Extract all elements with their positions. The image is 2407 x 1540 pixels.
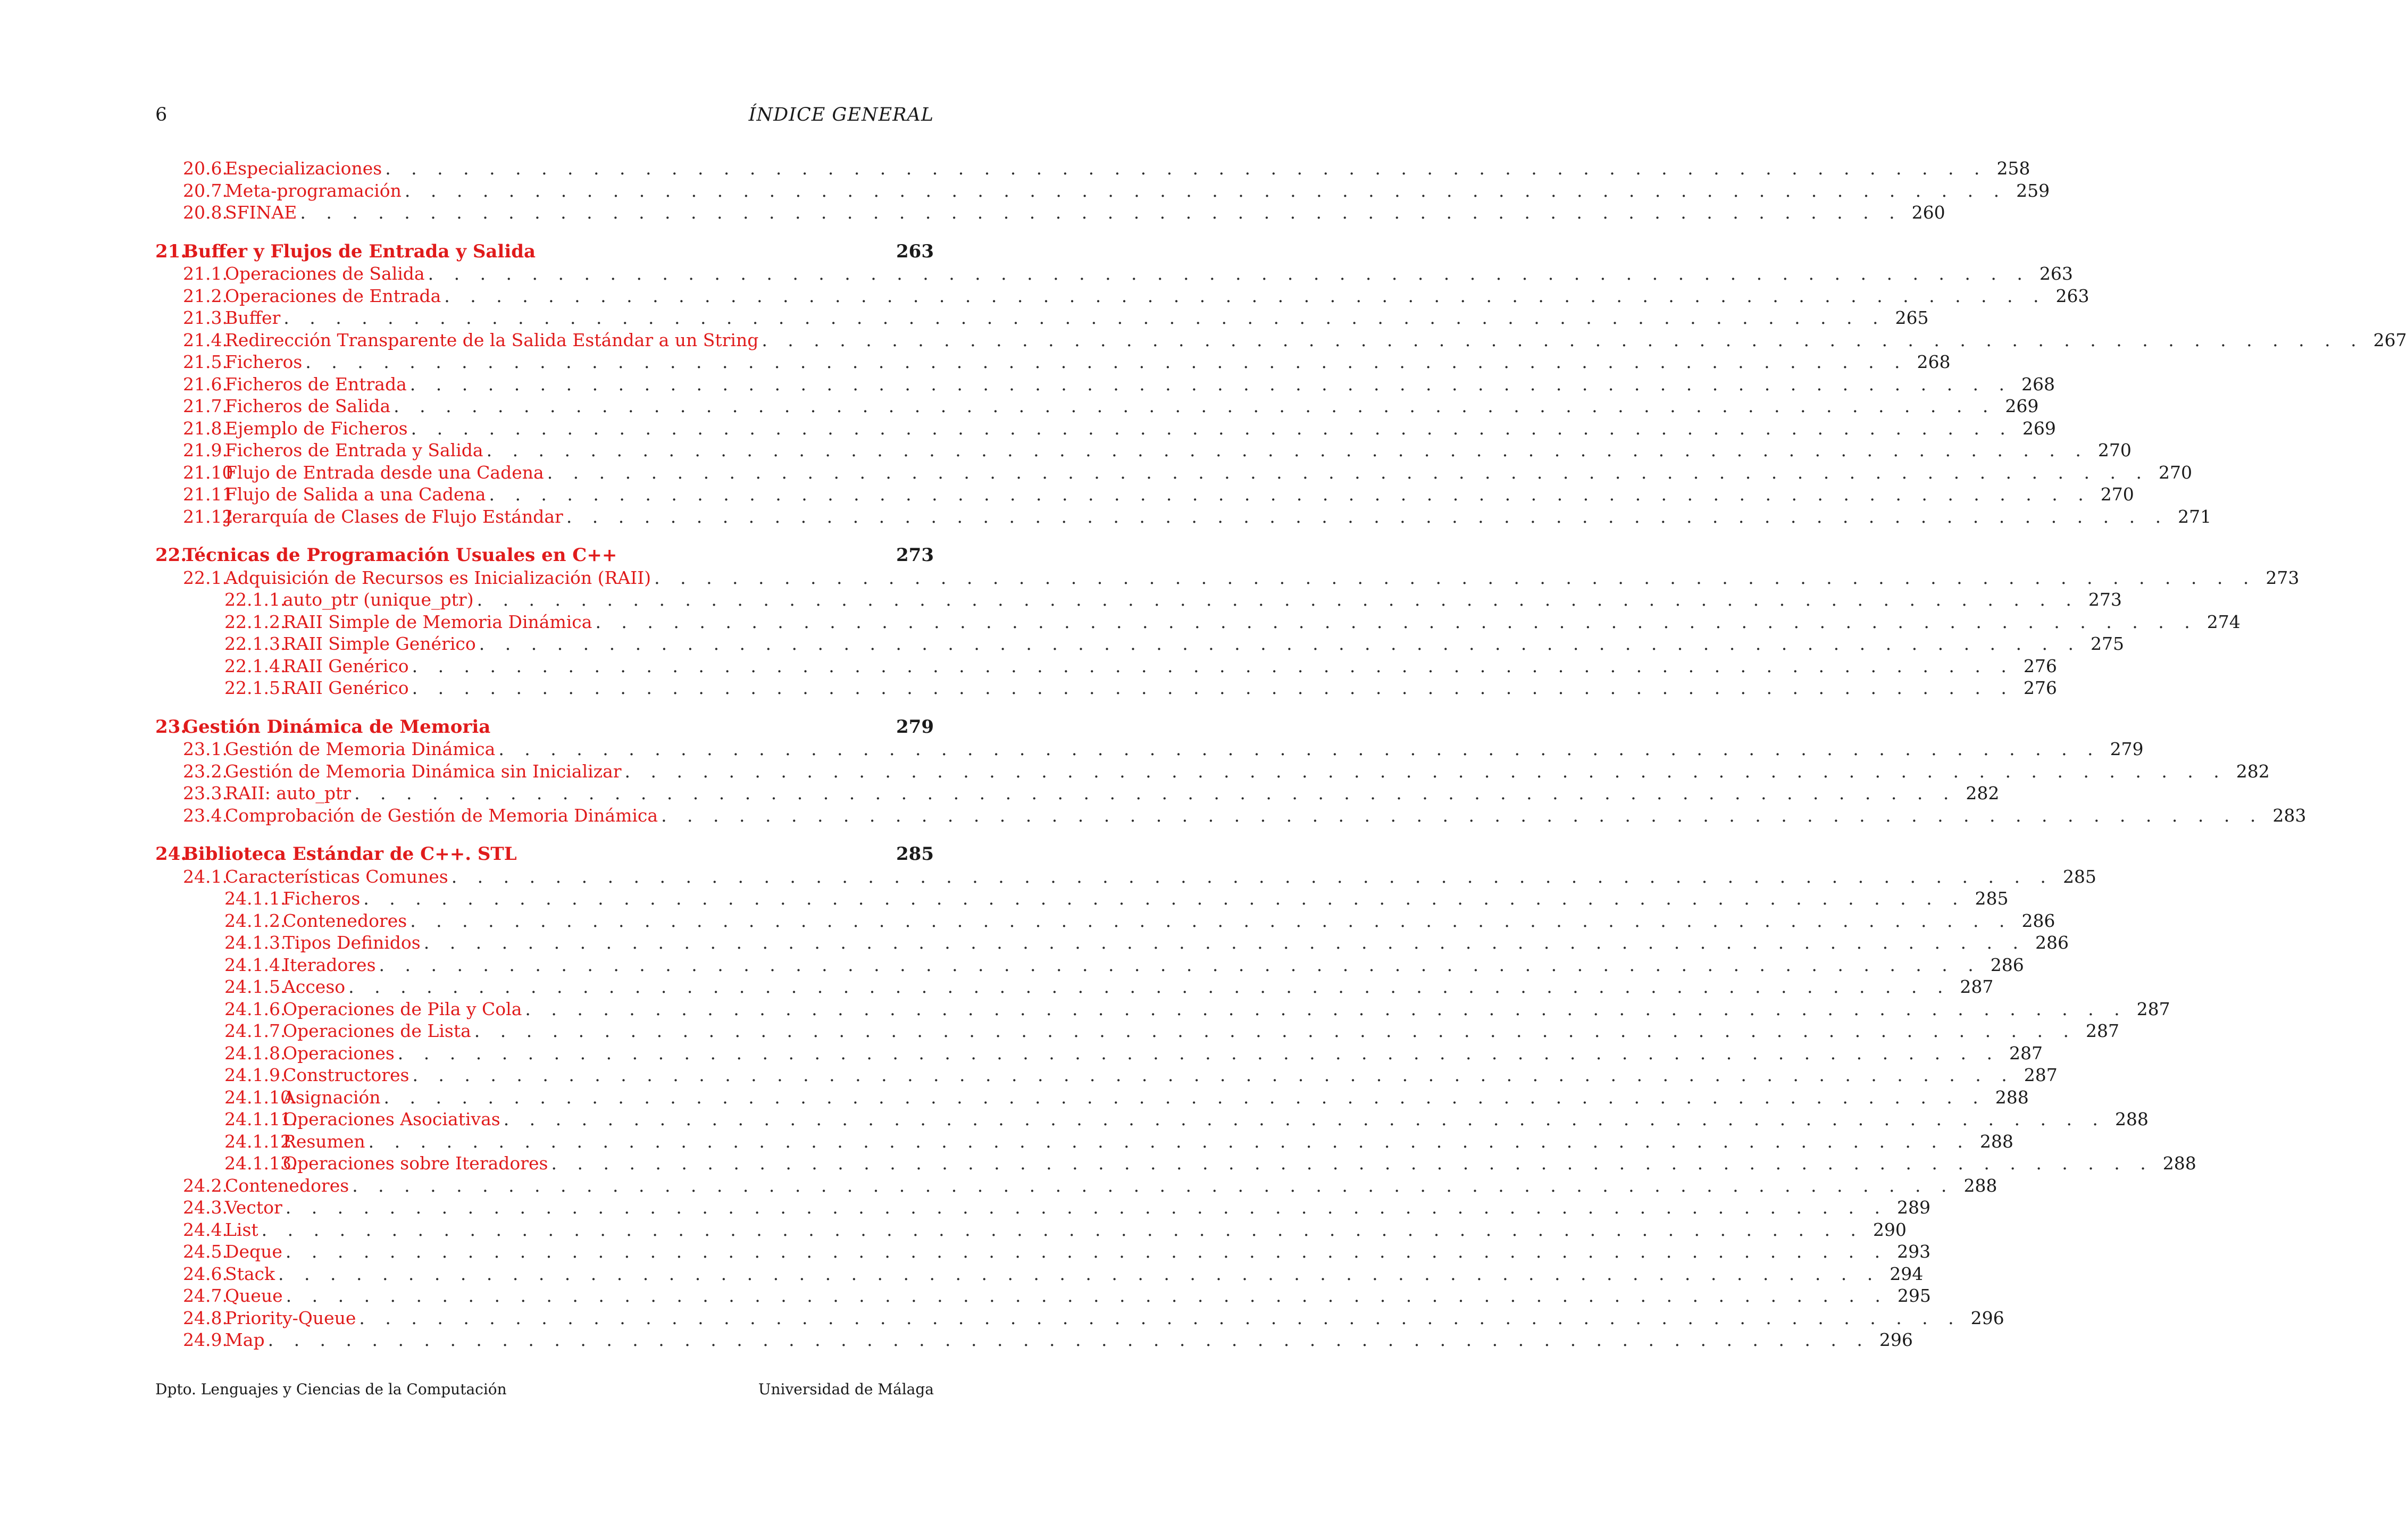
toc-leader-dots: . . . . . . . . . . . . . . . . . . . . . . . . . . . . . . . . . . . . . . . . . . . . . . . . . . . . . . . . . . . . . .: [261, 1219, 1863, 1240]
toc-entry-page: 263: [896, 240, 934, 262]
toc-leader-dots: . . . . . . . . . . . . . . . . . . . . . . . . . . . . . . . . . . . . . . . . . . . . . . . . . . . . . . . . . . . . . .: [444, 285, 2046, 306]
toc-entry-page: 289: [1896, 1197, 1930, 1218]
toc-entry-page: 268: [1917, 351, 1951, 372]
toc-entry-number: 24.: [155, 843, 187, 865]
toc-entry-title[interactable]: Buffer: [225, 307, 281, 328]
toc-entry-number: 22.: [155, 545, 187, 566]
toc-entry-page: 270: [2100, 484, 2134, 505]
toc-entry[interactable]: [155, 1042, 2043, 1065]
toc-leader-dots: . . . . . . . . . . . . . . . . . . . . . . . . . . . . . . . . . . . . . . . . . . . . . . . . . . . . . . . . . . . . . .: [566, 506, 2169, 527]
toc-entry[interactable]: [155, 738, 2144, 760]
toc-entry-title[interactable]: Gestión de Memoria Dinámica sin Inicializar: [225, 760, 622, 782]
toc-entry[interactable]: [155, 506, 2212, 528]
toc-entry-title[interactable]: Flujo de Entrada desde una Cadena: [225, 462, 544, 483]
toc-entry-page: 288: [2115, 1109, 2149, 1129]
toc-entry-page: 286: [1990, 954, 2024, 975]
toc-entry-page: 279: [2110, 739, 2144, 759]
toc-chapter-entry[interactable]: [155, 241, 934, 263]
toc-entry-title[interactable]: Ficheros: [283, 888, 361, 909]
toc-entry[interactable]: [155, 202, 1945, 224]
toc-entry-page: 270: [2097, 440, 2132, 461]
toc-entry-title[interactable]: Map: [225, 1329, 265, 1350]
toc-entry-number: 24.1.1.: [224, 888, 286, 909]
toc-entry-number: 23.4.: [183, 805, 228, 826]
toc-entry-page: 268: [2021, 373, 2055, 395]
toc-entry-title[interactable]: Deque: [225, 1241, 282, 1262]
toc-entry[interactable]: [155, 263, 2073, 285]
toc-leader-dots: . . . . . . . . . . . . . . . . . . . . . . . . . . . . . . . . . . . . . . . . . . . . . . . . . . . . . . . . . . . . . .: [479, 633, 2081, 654]
toc-entry-title[interactable]: Resumen: [283, 1131, 365, 1152]
toc-entry-page: 290: [1873, 1219, 1907, 1240]
toc-entry[interactable]: [155, 1131, 2013, 1153]
toc-entry-title[interactable]: Contenedores: [225, 1175, 349, 1196]
toc-entry-page: 295: [1897, 1285, 1931, 1306]
toc-chapter-entry[interactable]: [155, 716, 934, 739]
toc-entry[interactable]: [155, 157, 2030, 180]
toc-entry-number: 24.1.11.: [224, 1109, 297, 1129]
toc-entry-number: 21.11: [183, 484, 233, 505]
toc-entry[interactable]: [155, 180, 2050, 202]
toc-leader-dots: . . . . . . . . . . . . . . . . . . . . . . . . . . . . . . . . . . . . . . . . . . . . . . . . . . . . . . . . . . . . . .: [285, 1197, 1887, 1218]
toc-leader-dots: . . . . . . . . . . . . . . . . . . . . . . . . . . . . . . . . . . . . . . . . . . . . . . . . . . . . . . . . . . . . . .: [286, 1285, 1888, 1306]
toc-entry-page: 294: [1890, 1263, 1924, 1284]
toc-entry-page: 287: [1960, 976, 1994, 997]
toc-entry-number: 24.2.: [183, 1175, 228, 1196]
toc-entry[interactable]: [155, 1307, 2004, 1329]
toc-entry-title[interactable]: Operaciones de Pila y Cola: [283, 998, 522, 1019]
toc-entry-number: 21.3.: [183, 307, 228, 328]
running-header-title: ÍNDICE GENERAL: [748, 104, 934, 125]
toc-entry-number: 24.7.: [183, 1285, 228, 1306]
toc-entry-number: 24.1.12.: [224, 1131, 297, 1152]
toc-leader-dots: . . . . . . . . . . . . . . . . . . . . . . . . . . . . . . . . . . . . . . . . . . . . . . . . . . . . . . . . . . . . . .: [410, 910, 2012, 931]
toc-entry-number: 23.: [155, 716, 187, 738]
toc-entry[interactable]: [155, 1064, 2058, 1086]
toc-leader-dots: . . . . . . . . . . . . . . . . . . . . . . . . . . . . . . . . . . . . . . . . . . . . . . . . . . . . . . . . . . . . . .: [412, 1065, 2015, 1085]
toc-entry-page: 263: [2055, 285, 2090, 306]
toc-entry-page: 288: [2162, 1153, 2196, 1174]
toc-entry-title[interactable]: SFINAE: [225, 202, 297, 223]
toc-entry-number: 24.1.4.: [224, 954, 286, 975]
toc-entry-title[interactable]: Operaciones: [283, 1042, 395, 1064]
toc-entry-title[interactable]: Operaciones de Lista: [283, 1020, 471, 1041]
toc-entry-title[interactable]: Ficheros de Entrada y Salida: [225, 440, 483, 461]
toc-entry-number: 21.9.: [183, 440, 228, 461]
toc-entry[interactable]: [155, 888, 2009, 910]
toc-leader-dots: . . . . . . . . . . . . . . . . . . . . . . . . . . . . . . . . . . . . . . . . . . . . . . . . . . . . . . . . . . . . . .: [547, 462, 2149, 483]
toc-entry-title[interactable]: RAII Genérico: [283, 655, 409, 676]
toc-entry[interactable]: [155, 1196, 1930, 1219]
toc-entry-page: 265: [1895, 307, 1929, 328]
toc-leader-dots: . . . . . . . . . . . . . . . . . . . . . . . . . . . . . . . . . . . . . . . . . . . . . . . . . . . . . . . . . . . . . .: [268, 1329, 1870, 1350]
toc-entry-page: 273: [896, 545, 934, 566]
toc-entry[interactable]: [155, 351, 1951, 373]
toc-entry-page: 287: [2136, 998, 2170, 1019]
toc-entry[interactable]: [155, 1086, 2029, 1109]
toc-entry-page: 288: [1963, 1175, 1998, 1196]
toc-entry-title[interactable]: Operaciones de Salida: [225, 263, 425, 284]
toc-entry[interactable]: [155, 677, 2057, 699]
toc-entry-title[interactable]: Ficheros de Entrada: [225, 373, 407, 395]
toc-entry-page: 287: [2086, 1020, 2120, 1041]
toc-entry-number: 21.7.: [183, 396, 228, 416]
toc-entry-page: 282: [1966, 783, 2000, 804]
toc-entry-number: 24.9.: [183, 1329, 228, 1350]
toc-entry-page: 286: [2035, 932, 2069, 953]
toc-leader-dots: . . . . . . . . . . . . . . . . . . . . . . . . . . . . . . . . . . . . . . . . . . . . . . . . . . . . . . . . . . . . . .: [661, 805, 2263, 826]
toc-entry[interactable]: [155, 483, 2134, 506]
toc-entry-page: 276: [2023, 677, 2057, 698]
toc-entry-number: 24.1.: [183, 866, 228, 887]
toc-entry-title[interactable]: Gestión Dinámica de Memoria: [183, 716, 491, 738]
toc-entry-number: 24.1.5.: [224, 976, 286, 997]
toc-leader-dots: . . . . . . . . . . . . . . . . . . . . . . . . . . . . . . . . . . . . . . . . . . . . . . . . . . . . . . . . . . . . . .: [451, 866, 2053, 887]
toc-entry-page: 279: [896, 716, 934, 738]
toc-leader-dots: . . . . . . . . . . . . . . . . . . . . . . . . . . . . . . . . . . . . . . . . . . . . . . . . . . . . . . . . . . . . . .: [654, 567, 2256, 588]
toc-entry-page: 274: [2207, 611, 2241, 632]
toc-entry-page: 285: [1975, 888, 2009, 909]
toc-leader-dots: . . . . . . . . . . . . . . . . . . . . . . . . . . . . . . . . . . . . . . . . . . . . . . . . . . . . . . . . . . . . . .: [525, 998, 2127, 1019]
toc-entry-page: 276: [2023, 655, 2057, 676]
toc-leader-dots: . . . . . . . . . . . . . . . . . . . . . . . . . . . . . . . . . . . . . . . . . . . . . . . . . . . . . . . . . . . . . .: [486, 440, 2088, 461]
toc-entry[interactable]: [155, 655, 2057, 677]
toc-entry[interactable]: [155, 567, 2300, 589]
toc-entry-number: 20.7.: [183, 180, 228, 201]
toc-entry-page: 283: [2272, 805, 2306, 826]
toc-entry-page: 260: [1911, 202, 1945, 223]
toc-entry[interactable]: [155, 954, 2024, 976]
toc-entry-page: 273: [2266, 567, 2300, 588]
toc-entry-title[interactable]: Vector: [225, 1197, 282, 1218]
toc-entry[interactable]: [155, 1175, 1998, 1197]
toc-entry-page: 270: [2158, 462, 2192, 483]
toc-entry-title[interactable]: Adquisición de Recursos es Inicialización (RAII): [225, 567, 651, 588]
toc-leader-dots: . . . . . . . . . . . . . . . . . . . . . . . . . . . . . . . . . . . . . . . . . . . . . . . . . . . . . . . . . . . . . .: [423, 932, 2026, 953]
toc-entry-page: 285: [896, 843, 934, 865]
toc-entry-number: 22.1.1.: [224, 589, 286, 610]
toc-leader-dots: . . . . . . . . . . . . . . . . . . . . . . . . . . . . . . . . . . . . . . . . . . . . . . . . . . . . . . . . . . . . . .: [503, 1109, 2105, 1129]
toc-leader-dots: . . . . . . . . . . . . . . . . . . . . . . . . . . . . . . . . . . . . . . . . . . . . . . . . . . . . . . . . . . . . . .: [428, 263, 2030, 284]
toc-entry[interactable]: [155, 782, 2000, 805]
toc-leader-dots: . . . . . . . . . . . . . . . . . . . . . . . . . . . . . . . . . . . . . . . . . . . . . . . . . . . . . . . . . . . . . .: [359, 1307, 1961, 1328]
toc-entry[interactable]: [155, 633, 2124, 655]
toc-entry[interactable]: [155, 1152, 2196, 1175]
toc-entry-page: 273: [2088, 589, 2122, 610]
toc-entry-number: 21.2.: [183, 285, 228, 306]
toc-entry-title[interactable]: List: [225, 1219, 258, 1240]
toc-leader-dots: . . . . . . . . . . . . . . . . . . . . . . . . . . . . . . . . . . . . . . . . . . . . . . . . . . . . . . . . . . . . . .: [404, 180, 2007, 201]
toc-entry-title[interactable]: auto_ptr (unique_ptr): [283, 589, 474, 610]
toc-leader-dots: . . . . . . . . . . . . . . . . . . . . . . . . . . . . . . . . . . . . . . . . . . . . . . . . . . . . . . . . . . . . . .: [305, 351, 1908, 372]
toc-entry-number: 21.1.: [183, 263, 228, 284]
toc-entry-number: 21.10: [183, 462, 233, 483]
toc-leader-dots: . . . . . . . . . . . . . . . . . . . . . . . . . . . . . . . . . . . . . . . . . . . . . . . . . . . . . . . . . . . . . .: [383, 1086, 1986, 1108]
toc-entry-title[interactable]: RAII Simple Genérico: [283, 633, 476, 654]
toc-entry-number: 24.1.10.: [224, 1086, 297, 1108]
toc-entry-number: 22.1.5.: [224, 677, 286, 698]
toc-chapter-entry[interactable]: [155, 545, 934, 567]
toc-entry-title[interactable]: Meta-programación: [225, 180, 402, 201]
toc-entry-title[interactable]: Ejemplo de Ficheros: [225, 417, 408, 439]
toc-leader-dots: . . . . . . . . . . . . . . . . . . . . . . . . . . . . . . . . . . . . . . . . . . . . . . . . . . . . . . . . . . . . . .: [489, 484, 2091, 505]
toc-entry-title[interactable]: Contenedores: [283, 910, 407, 931]
toc-entry[interactable]: [155, 439, 2132, 462]
toc-entry-page: 296: [1970, 1307, 2004, 1328]
toc-entry-title[interactable]: RAII Simple de Memoria Dinámica: [283, 611, 592, 632]
toc-entry-number: 22.1.2.: [224, 611, 286, 632]
toc-leader-dots: . . . . . . . . . . . . . . . . . . . . . . . . . . . . . . . . . . . . . . . . . . . . . . . . . . . . . . . . . . . . . .: [285, 1241, 1888, 1262]
toc-entry-number: 24.1.6.: [224, 998, 286, 1019]
toc-leader-dots: . . . . . . . . . . . . . . . . . . . . . . . . . . . . . . . . . . . . . . . . . . . . . . . . . . . . . . . . . . . . . .: [379, 954, 1981, 975]
toc-entry-number: 23.1.: [183, 739, 228, 759]
toc-entry-page: 275: [2091, 633, 2124, 654]
toc-entry-page: 269: [2022, 417, 2056, 439]
toc-entry-title[interactable]: Comprobación de Gestión de Memoria Dinámica: [225, 805, 658, 826]
toc-entry-number: 21.6.: [183, 373, 228, 395]
toc-entry[interactable]: [155, 866, 2096, 888]
toc-entry[interactable]: [155, 760, 2270, 783]
toc-entry[interactable]: [155, 1285, 1931, 1307]
toc-entry-page: 285: [2062, 866, 2096, 887]
footer-university: Universidad de Málaga: [758, 1380, 934, 1398]
toc-entry-number: 24.1.3.: [224, 932, 286, 953]
toc-leader-dots: . . . . . . . . . . . . . . . . . . . . . . . . . . . . . . . . . . . . . . . . . . . . . . . . . . . . . . . . . . . . . .: [551, 1153, 2153, 1174]
toc-entry[interactable]: [155, 589, 2122, 611]
toc-leader-dots: . . . . . . . . . . . . . . . . . . . . . . . . . . . . . . . . . . . . . . . . . . . . . . . . . . . . . . . . . . . . . .: [368, 1131, 1970, 1152]
toc-entry[interactable]: [155, 910, 2055, 932]
toc-entry[interactable]: [155, 462, 2192, 484]
toc-entry-page: 288: [1995, 1086, 2029, 1108]
toc-leader-dots: . . . . . . . . . . . . . . . . . . . . . . . . . . . . . . . . . . . . . . . . . . . . . . . . . . . . . . . . . . . . . .: [474, 1020, 2077, 1041]
toc-entry-title[interactable]: Operaciones sobre Iteradores: [283, 1153, 548, 1174]
toc-entry-title[interactable]: Especializaciones: [225, 158, 382, 179]
toc-entry[interactable]: [155, 611, 2241, 633]
toc-entry-title[interactable]: Gestión de Memoria Dinámica: [225, 739, 496, 759]
toc-leader-dots: . . . . . . . . . . . . . . . . . . . . . . . . . . . . . . . . . . . . . . . . . . . . . . . . . . . . . . . . . . . . . .: [354, 783, 1957, 804]
toc-leader-dots: . . . . . . . . . . . . . . . . . . . . . . . . . . . . . . . . . . . . . . . . . . . . . . . . . . . . . . . . . . . . . .: [278, 1263, 1881, 1284]
toc-entry-number: 21.: [155, 240, 187, 262]
toc-entry-number: 22.1.: [183, 567, 228, 588]
toc-entry-title[interactable]: Características Comunes: [225, 866, 448, 887]
toc-entry[interactable]: [155, 1020, 2120, 1042]
toc-entry-number: 24.1.8.: [224, 1042, 286, 1064]
toc-leader-dots: . . . . . . . . . . . . . . . . . . . . . . . . . . . . . . . . . . . . . . . . . . . . . . . . . . . . . . . . . . . . . .: [300, 202, 1902, 223]
toc-entry-title[interactable]: Biblioteca Estándar de C++. STL: [183, 843, 517, 865]
toc-leader-dots: . . . . . . . . . . . . . . . . . . . . . . . . . . . . . . . . . . . . . . . . . . . . . . . . . . . . . . . . . . . . . .: [397, 1042, 2000, 1064]
toc-entry-title[interactable]: Redirección Transparente de la Salida Estándar a un String: [225, 329, 759, 350]
toc-entry-page: 282: [2236, 760, 2270, 782]
toc-entry-page: 296: [1879, 1329, 1913, 1350]
toc-entry-number: 21.4.: [183, 329, 228, 350]
toc-leader-dots: . . . . . . . . . . . . . . . . . . . . . . . . . . . . . . . . . . . . . . . . . . . . . . . . . . . . . . . . . . . . . .: [498, 739, 2101, 759]
toc-entry-number: 24.8.: [183, 1307, 228, 1328]
toc-entry[interactable]: [155, 1241, 1931, 1263]
toc-entry[interactable]: [155, 932, 2069, 954]
toc-entry-number: 23.3.: [183, 783, 228, 804]
toc-entry[interactable]: [155, 805, 2306, 827]
toc-entry-page: 287: [2009, 1042, 2043, 1064]
toc-entry-title[interactable]: RAII: auto_ptr: [225, 783, 352, 804]
toc-entry-title[interactable]: Técnicas de Programación Usuales en C++: [183, 545, 617, 566]
toc-leader-dots: . . . . . . . . . . . . . . . . . . . . . . . . . . . . . . . . . . . . . . . . . . . . . . . . . . . . . . . . . . . . . .: [412, 655, 2014, 676]
toc-entry-number: 21.12: [183, 506, 233, 527]
toc-entry-number: 20.6.: [183, 158, 228, 179]
toc-entry-title[interactable]: Tipos Definidos: [283, 932, 421, 953]
toc-entry[interactable]: [155, 1263, 1924, 1285]
toc-entry-number: 24.6.: [183, 1263, 228, 1284]
toc-leader-dots: . . . . . . . . . . . . . . . . . . . . . . . . . . . . . . . . . . . . . . . . . . . . . . . . . . . . . . . . . . . . . .: [363, 888, 1966, 909]
toc-entry-title[interactable]: Stack: [225, 1263, 275, 1284]
toc-entry[interactable]: [155, 998, 2170, 1020]
toc-entry[interactable]: [155, 373, 2055, 396]
toc-entry-number: 20.8.: [183, 202, 228, 223]
toc-entry-title[interactable]: RAII Genérico: [283, 677, 409, 698]
toc-entry-title[interactable]: Priority-Queue: [225, 1307, 356, 1328]
toc-leader-dots: . . . . . . . . . . . . . . . . . . . . . . . . . . . . . . . . . . . . . . . . . . . . . . . . . . . . . . . . . . . . . .: [411, 417, 2013, 439]
toc-entry-page: 258: [1996, 158, 2030, 179]
toc-entry-number: 22.1.4.: [224, 655, 286, 676]
toc-entry-title[interactable]: Acceso: [283, 976, 346, 997]
toc-leader-dots: . . . . . . . . . . . . . . . . . . . . . . . . . . . . . . . . . . . . . . . . . . . . . . . . . . . . . . . . . . . . . .: [477, 589, 2079, 610]
toc-entry-title[interactable]: Ficheros de Salida: [225, 396, 391, 416]
toc-entry-page: 259: [2016, 180, 2050, 201]
toc-leader-dots: . . . . . . . . . . . . . . . . . . . . . . . . . . . . . . . . . . . . . . . . . . . . . . . . . . . . . . . . . . . . . .: [385, 158, 1987, 179]
toc-entry-number: 24.1.9.: [224, 1065, 286, 1085]
toc-entry-number: 24.1.13.: [224, 1153, 297, 1174]
toc-entry-title[interactable]: Buffer y Flujos de Entrada y Salida: [183, 240, 536, 262]
toc-entry[interactable]: [155, 1219, 1907, 1241]
toc-entry-page: 293: [1897, 1241, 1931, 1262]
toc-entry-number: 24.3.: [183, 1197, 228, 1218]
toc-leader-dots: . . . . . . . . . . . . . . . . . . . . . . . . . . . . . . . . . . . . . . . . . . . . . . . . . . . . . . . . . . . . . .: [624, 760, 2227, 782]
toc-entry-page: 286: [2021, 910, 2055, 931]
toc-entry-number: 24.1.2.: [224, 910, 286, 931]
toc-entry-page: 288: [1979, 1131, 2013, 1152]
table-of-contents: [155, 157, 2407, 1351]
toc-entry-title[interactable]: Operaciones Asociativas: [283, 1109, 500, 1129]
toc-entry-page: 287: [2024, 1065, 2058, 1085]
toc-leader-dots: . . . . . . . . . . . . . . . . . . . . . . . . . . . . . . . . . . . . . . . . . . . . . . . . . . . . . . . . . . . . . .: [412, 677, 2014, 698]
toc-entry-title[interactable]: Constructores: [283, 1065, 409, 1085]
toc-entry[interactable]: [155, 1329, 1913, 1351]
toc-entry-title[interactable]: Ficheros: [225, 351, 303, 372]
toc-entry-number: 23.2.: [183, 760, 228, 782]
toc-entry-page: 269: [2005, 396, 2039, 416]
toc-entry[interactable]: [155, 976, 1994, 998]
toc-entry[interactable]: [155, 1108, 2149, 1131]
toc-entry-title[interactable]: Queue: [225, 1285, 283, 1306]
toc-entry-number: 22.1.3.: [224, 633, 286, 654]
toc-entry-title[interactable]: Iteradores: [283, 954, 376, 975]
toc-entry-title[interactable]: Operaciones de Entrada: [225, 285, 441, 306]
page-number: 6: [155, 104, 168, 125]
toc-leader-dots: . . . . . . . . . . . . . . . . . . . . . . . . . . . . . . . . . . . . . . . . . . . . . . . . . . . . . . . . . . . . . .: [348, 976, 1951, 997]
toc-entry-number: 24.5.: [183, 1241, 228, 1262]
toc-entry-page: 271: [2178, 506, 2212, 527]
toc-leader-dots: . . . . . . . . . . . . . . . . . . . . . . . . . . . . . . . . . . . . . . . . . . . . . . . . . . . . . . . . . . . . . .: [409, 373, 2012, 395]
toc-entry[interactable]: [155, 307, 1929, 329]
toc-entry[interactable]: [155, 417, 2056, 440]
toc-entry-number: 21.8.: [183, 417, 228, 439]
toc-entry-page: 267: [2373, 329, 2407, 350]
toc-entry[interactable]: [155, 329, 2407, 351]
toc-entry-number: 24.4.: [183, 1219, 228, 1240]
toc-entry[interactable]: [155, 395, 2039, 417]
toc-leader-dots: . . . . . . . . . . . . . . . . . . . . . . . . . . . . . . . . . . . . . . . . . . . . . . . . . . . . . . . . . . . . . .: [283, 307, 1886, 328]
toc-leader-dots: . . . . . . . . . . . . . . . . . . . . . . . . . . . . . . . . . . . . . . . . . . . . . . . . . . . . . . . . . . . . . .: [595, 611, 2197, 632]
toc-entry-page: 263: [2039, 263, 2073, 284]
toc-entry-title[interactable]: Asignación: [283, 1086, 381, 1108]
toc-entry[interactable]: [155, 285, 2090, 307]
toc-leader-dots: . . . . . . . . . . . . . . . . . . . . . . . . . . . . . . . . . . . . . . . . . . . . . . . . . . . . . . . . . . . . . .: [762, 329, 2364, 350]
toc-entry-number: 21.5.: [183, 351, 228, 372]
toc-chapter-entry[interactable]: [155, 843, 934, 866]
toc-leader-dots: . . . . . . . . . . . . . . . . . . . . . . . . . . . . . . . . . . . . . . . . . . . . . . . . . . . . . . . . . . . . . .: [352, 1175, 1954, 1196]
footer-department: Dpto. Lenguajes y Ciencias de la Computación: [155, 1380, 507, 1398]
toc-leader-dots: . . . . . . . . . . . . . . . . . . . . . . . . . . . . . . . . . . . . . . . . . . . . . . . . . . . . . . . . . . . . . .: [394, 396, 1996, 416]
toc-entry-title[interactable]: Flujo de Salida a una Cadena: [225, 484, 486, 505]
toc-entry-number: 24.1.7.: [224, 1020, 286, 1041]
toc-entry-title[interactable]: Jerarquía de Clases de Flujo Estándar: [225, 506, 563, 527]
